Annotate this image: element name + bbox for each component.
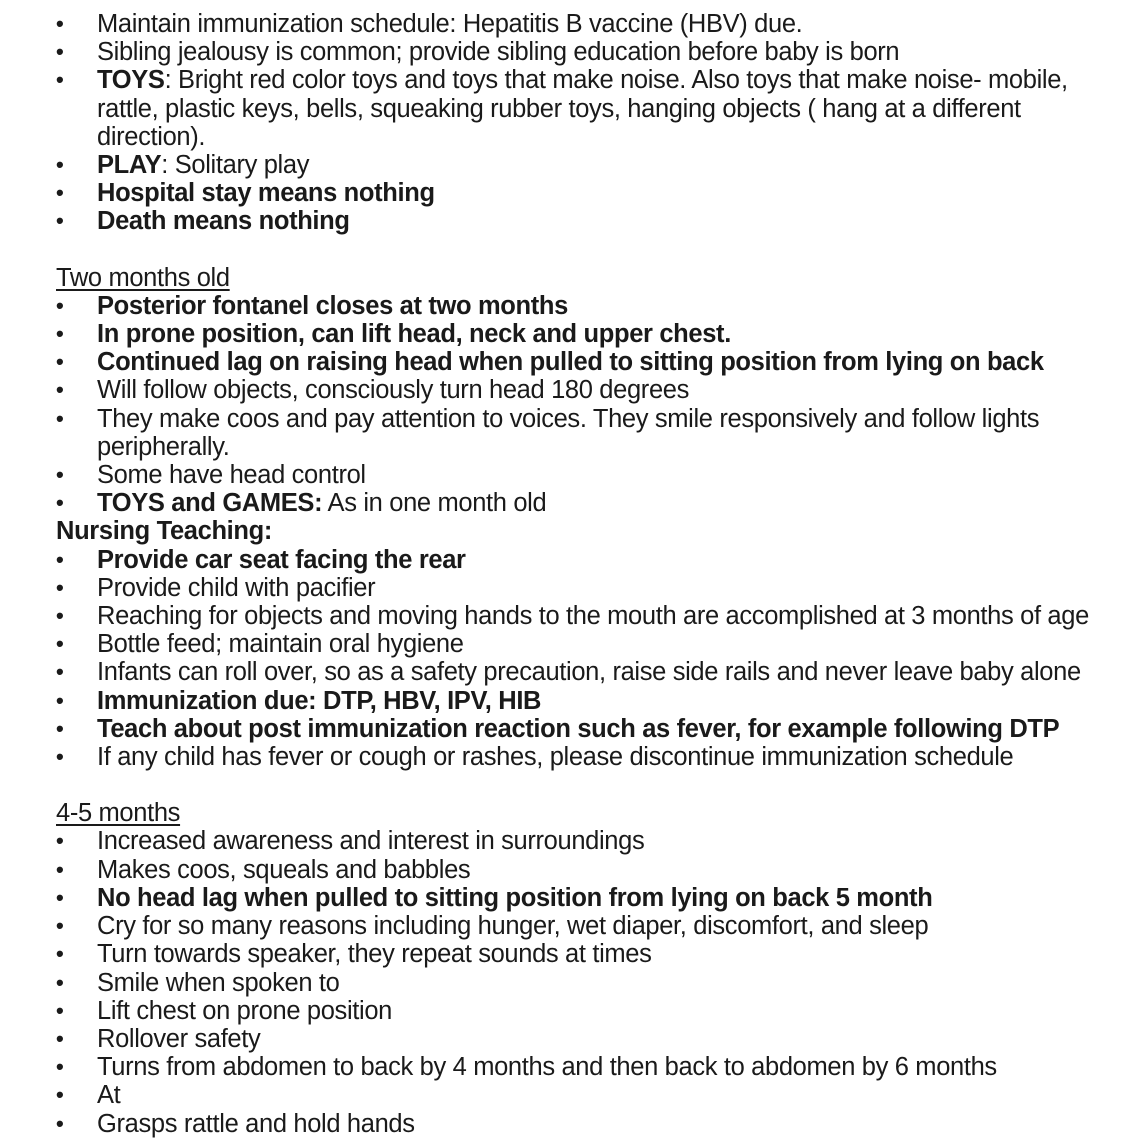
list-item: • Increased awareness and interest in surroundings <box>56 827 1110 855</box>
item-label: TOYS <box>97 66 165 95</box>
one-month-list <box>56 10 1110 236</box>
two-months-list <box>56 292 1110 518</box>
list-item: • Death means nothing <box>56 207 1110 235</box>
list-item: • No head lag when pulled to sitting position from lying on back 5 month <box>56 884 1110 912</box>
item-label: TOYS and GAMES: <box>97 489 323 518</box>
list-item: • Posterior fontanel closes at two months <box>56 292 1110 320</box>
nursing-teaching-list <box>56 546 1110 772</box>
list-item: • Immunization due: DTP, HBV, IPV, HIB <box>56 687 1110 715</box>
item-label: PLAY <box>97 151 162 180</box>
list-item: • Infants can roll over, so as a safety precaution, raise side rails and never leave baby alone <box>56 658 1110 686</box>
section-heading-nursing-teaching: Nursing Teaching: <box>56 517 273 546</box>
list-item: • In prone position, can lift head, neck and upper chest. <box>56 320 1110 348</box>
list-item: • Teach about post immunization reaction such as fever, for example following DTP <box>56 715 1110 743</box>
list-item: • Cry for so many reasons including hunger, wet diaper, discomfort, and sleep <box>56 912 1110 940</box>
list-item: • PLAY: Solitary play <box>56 151 1110 179</box>
list-item: • Sibling jealousy is common; provide sibling education before baby is born <box>56 38 1110 66</box>
list-item: • Lift chest on prone position <box>56 997 1110 1025</box>
list-item: • TOYS and GAMES: As in one month old <box>56 489 1110 517</box>
list-item: • Makes coos, squeals and babbles <box>56 856 1110 884</box>
list-item: • Reaching for objects and moving hands to the mouth are accomplished at 3 months of age <box>56 602 1110 630</box>
list-item: • Maintain immunization schedule: Hepatitis B vaccine (HBV) due. <box>56 10 1110 38</box>
list-item: • They make coos and pay attention to voices. They smile responsively and follow lights peripherally. <box>56 405 1110 461</box>
section-heading-four-five-months: 4-5 months <box>56 799 181 828</box>
list-item: • Will follow objects, consciously turn head 180 degrees <box>56 376 1110 404</box>
section-heading-two-months: Two months old <box>56 263 230 292</box>
list-item: • Turns from abdomen to back by 4 months and then back to abdomen by 6 months <box>56 1053 1110 1081</box>
list-item: • Bottle feed; maintain oral hygiene <box>56 630 1110 658</box>
list-item: • Continued lag on raising head when pulled to sitting position from lying on back <box>56 348 1110 376</box>
list-item: • Turn towards speaker, they repeat sounds at times <box>56 940 1110 968</box>
list-item: • TOYS: Bright red color toys and toys that make noise. Also toys that make noise- mobile, rattle, plastic keys, bells, squeaking rubber toys, hanging objects ( hang at a different direction). <box>56 66 1110 151</box>
list-item: • Some have head control <box>56 461 1110 489</box>
list-item: • Provide child with pacifier <box>56 574 1110 602</box>
list-item: • Smile when spoken to <box>56 969 1110 997</box>
list-item: • At <box>56 1081 1110 1109</box>
list-item: • Grasps rattle and hold hands <box>56 1110 1110 1138</box>
list-item: • Provide car seat facing the rear <box>56 546 1110 574</box>
list-item: • Hospital stay means nothing <box>56 179 1110 207</box>
list-item: • If any child has fever or cough or rashes, please discontinue immunization schedule <box>56 743 1110 771</box>
list-item: • Rollover safety <box>56 1025 1110 1053</box>
four-five-months-list <box>56 827 1110 1137</box>
